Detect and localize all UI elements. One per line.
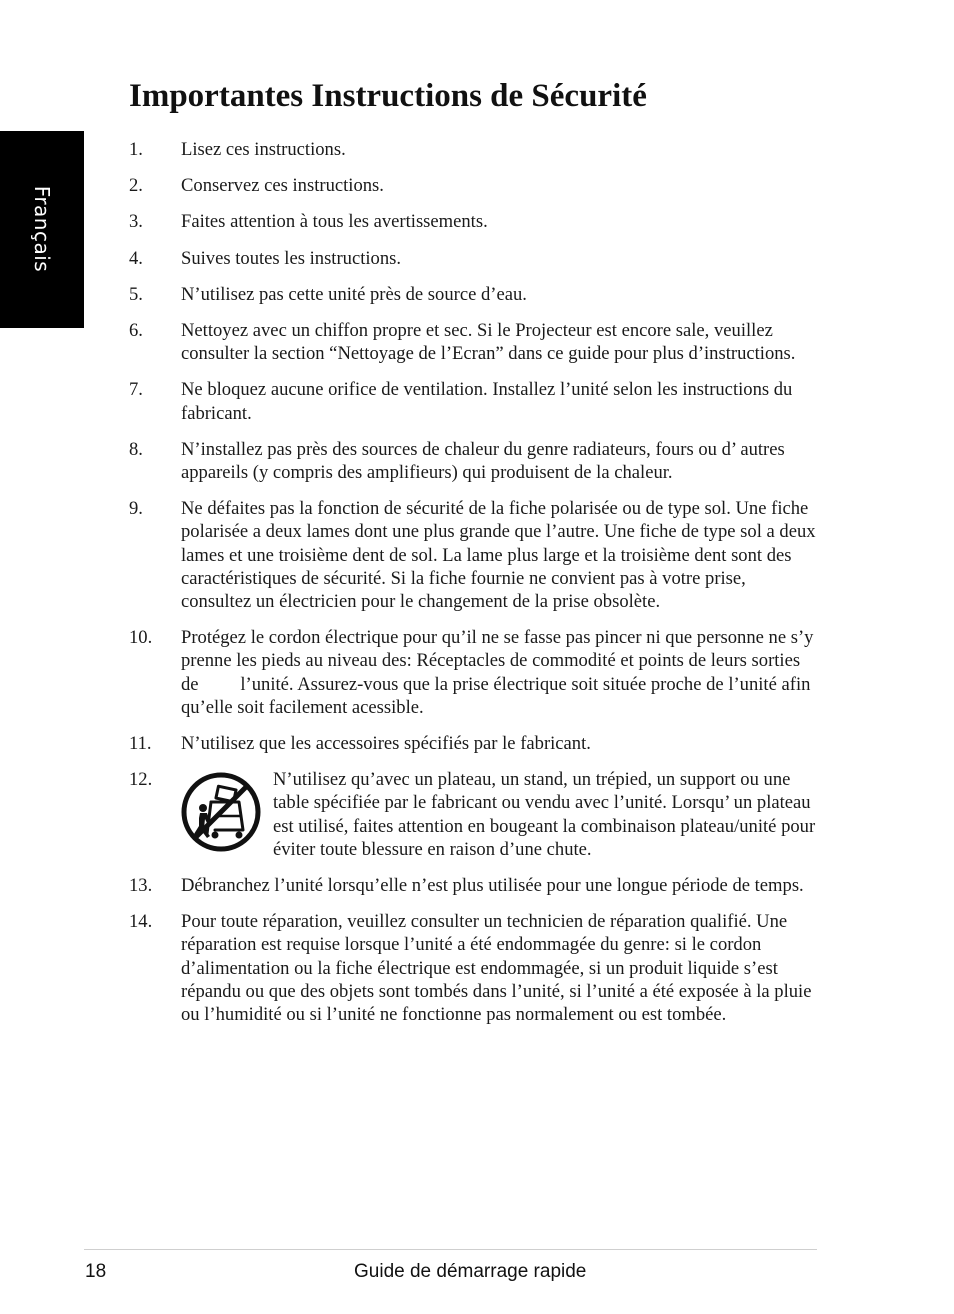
item-number: 9. [129, 498, 143, 520]
list-item [129, 283, 819, 306]
item-number: 13. [129, 875, 153, 897]
list-item [129, 174, 819, 197]
item-number: 6. [129, 320, 143, 342]
list-item [129, 138, 819, 161]
cart-tip-over-warning-icon [181, 772, 261, 852]
item-text: Nettoyez avec un chiffon propre et sec. Si le Projecteur est encore sale, veuillez consulter la section “Nettoyage de l’Ecran” dans ce guide pour plus d’instructions. [181, 320, 796, 365]
footer-divider [84, 1249, 817, 1250]
item-text: Pour toute réparation, veuillez consulter un technicien de réparation qualifié. Une réparation est requise lorsque l’unité a été endommagée du genre: si le cordon d’alimentation ou la fiche électrique est endommagée, si un produit liquide s’est répandu ou que des objets sont tombés dans l’unité, si l’unité a été exposée à la pluie ou l’humidité ou si l’unité ne fonctionne pas normalement ou est tombée. [181, 911, 812, 1026]
item-with-icon [181, 768, 819, 861]
item-text: N’installez pas près des sources de chaleur du genre radiateurs, fours ou d’ autres appareils (y compris des amplifieurs) qui produisent de la chaleur. [181, 438, 785, 484]
item-number: 11. [129, 733, 152, 755]
item-text: N’utilisez que les accessoires spécifiés par le fabricant. [181, 733, 591, 755]
list-item [129, 497, 819, 613]
item-number: 4. [129, 247, 143, 269]
item-text: Conservez ces instructions. [181, 175, 384, 197]
list-item [129, 732, 819, 755]
list-item [129, 874, 819, 897]
item-text: Ne bloquez aucune orifice de ventilation. Installez l’unité selon les instructions du fabricant. [181, 379, 793, 424]
list-item [129, 378, 819, 424]
item-number: 1. [129, 139, 143, 160]
item-text: Débranchez l’unité lorsqu’elle n’est plus utilisée pour une longue période de temps. [181, 875, 804, 897]
item-number: 5. [129, 283, 143, 305]
item-number: 2. [129, 175, 143, 197]
item-text: Protégez le cordon électrique pour qu’il ne se fasse pas pincer ni que personne ne s’y prenne les pieds au niveau des: Réceptacles de commodité et points de leurs sorties de l’unité. Assurez-vous que la prise électrique soit située proche de l’unité afin qu’elle soit facilement acessible. [181, 627, 819, 718]
page-number: 18 [85, 1261, 107, 1282]
item-text: Lisez ces instructions. [181, 139, 346, 160]
item-text: N’utilisez qu’avec un plateau, un stand, un trépied, un support ou une table spécifiée par le fabricant ou vendu avec l’unité. Lorsqu’ un plateau est utilisé, faites attention en bougeant la combinaison plateau/unité pour éviter toute blessure en raison d’une chute. [273, 769, 816, 860]
item-text: Suives toutes les instructions. [181, 247, 402, 269]
safety-instructions-list [129, 138, 819, 1039]
list-item [129, 247, 819, 270]
list-item [129, 768, 819, 861]
item-number: 14. [129, 911, 153, 933]
item-number: 3. [129, 211, 143, 233]
item-number: 12. [129, 769, 153, 791]
list-item [129, 626, 819, 719]
item-text: Faites attention à tous les avertissements. [181, 211, 488, 233]
list-item [129, 438, 819, 484]
item-text: Ne défaites pas la fonction de sécurité de la fiche polarisée ou de type sol. Une fiche polarisée a deux lames dont une plus grande que l’autre. Une fiche de type sol a deux lames et une troisième dent de sol. La lame plus large et la troisième dent sont des caractéristiques de sécurité. Si la fiche fournie ne convient pas à votre prise, consultez un électricien pour le changement de la prise obsolète. [181, 498, 816, 613]
item-text: N’utilisez pas cette unité près de source d’eau. [181, 283, 527, 305]
language-side-tab [0, 131, 84, 328]
list-item [129, 210, 819, 233]
page-title: Importantes Instructions de Sécurité [129, 78, 647, 114]
item-number: 8. [129, 438, 143, 460]
list-item [129, 910, 819, 1026]
language-label: Français [30, 185, 54, 273]
item-number: 7. [129, 379, 143, 401]
item-number: 10. [129, 627, 153, 649]
list-item [129, 319, 819, 365]
footer-title: Guide de démarrage rapide [354, 1261, 587, 1282]
